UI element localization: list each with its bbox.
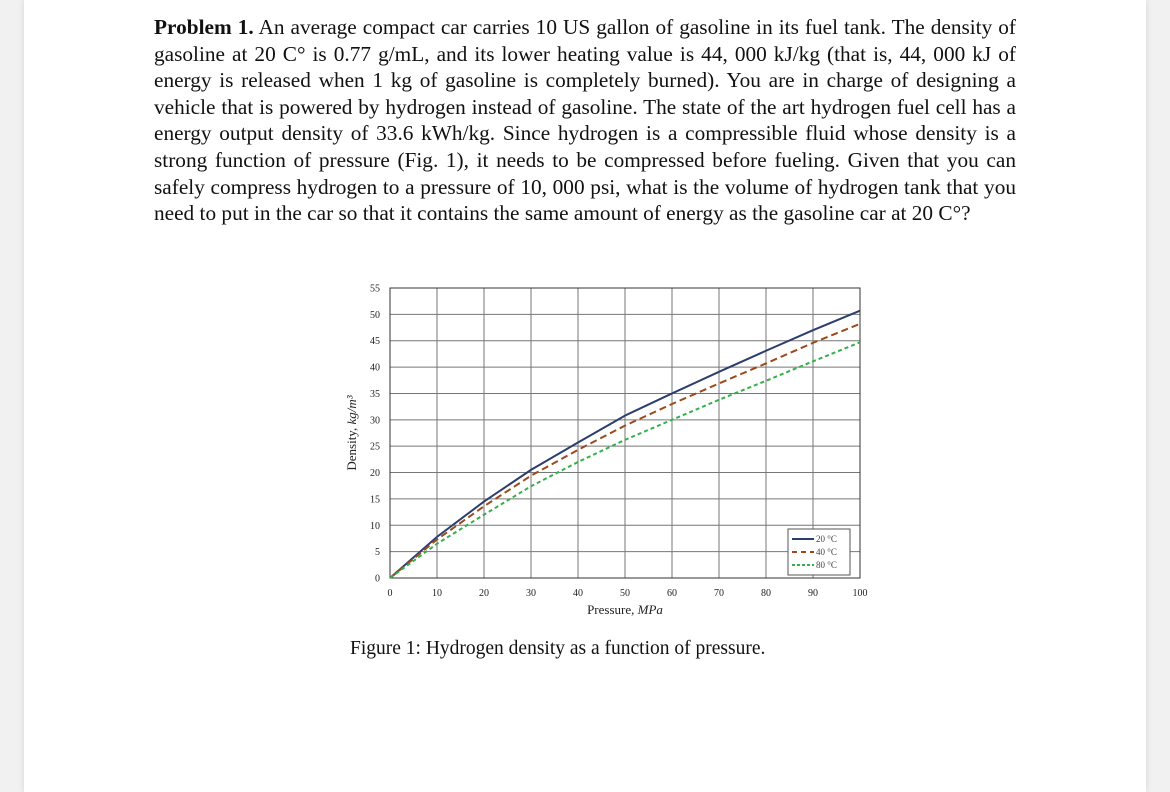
- x-tick-label: 30: [526, 588, 536, 599]
- y-tick-label: 0: [375, 573, 380, 585]
- y-tick-label: 45: [370, 336, 380, 348]
- y-tick-label: 40: [370, 362, 380, 374]
- y-tick-label: 10: [370, 520, 380, 532]
- y-tick-label: 55: [370, 283, 380, 295]
- x-tick-label: 90: [808, 588, 818, 599]
- legend-label: 20 °C: [816, 534, 837, 544]
- y-tick-label: 5: [375, 547, 380, 559]
- y-tick-label: 15: [370, 494, 380, 506]
- problem-heading: Problem 1.: [154, 15, 254, 39]
- legend-label: 40 °C: [816, 547, 837, 557]
- document-page: [24, 0, 1146, 792]
- y-tick-label: 20: [370, 468, 380, 480]
- x-tick-label: 10: [432, 588, 442, 599]
- y-tick-label: 30: [370, 415, 380, 427]
- x-tick-label: 50: [620, 588, 630, 599]
- x-tick-label: 40: [573, 588, 583, 599]
- y-axis-label: Density, kg/m³: [344, 395, 359, 471]
- problem-body: An average compact car carries 10 US gallon of gasoline in its fuel tank. The density of gasoline at 20 C° is 0.77 g/mL, and its lower heating value is 44, 000 kJ/kg (that is, 44, 000 kJ of energy is released when 1 kg of gasoline is completely burned). You are in charge of designing a vehicle that is powered by hydrogen instead of gasoline. The state of the art hydrogen fuel cell has a energy output density of 33.6 kWh/kg. Since hydrogen is a compressible fluid whose density is a strong function of pressure (Fig. 1), it needs to be compressed before fueling. Given that you can safely compress hydrogen to a pressure of 10, 000 psi, what is the volume of hydrogen tank that you need to put in the car so that it contains the same amount of energy as the gasoline car at 20 C°?: [154, 15, 1016, 226]
- x-axis-label: Pressure, MPa: [587, 602, 663, 617]
- x-tick-label: 0: [387, 588, 393, 599]
- y-tick-label: 50: [370, 309, 380, 321]
- problem-statement: [154, 14, 1016, 227]
- x-tick-label: 100: [852, 588, 868, 599]
- density-figure: [324, 278, 884, 624]
- x-tick-label: 60: [667, 588, 677, 599]
- x-tick-label: 20: [479, 588, 489, 599]
- legend-label: 80 °C: [816, 560, 837, 570]
- y-tick-label: 35: [370, 388, 380, 400]
- y-tick-label: 25: [370, 441, 380, 453]
- x-tick-label: 70: [714, 588, 724, 599]
- density-chart: [324, 278, 884, 624]
- x-tick-label: 80: [761, 588, 771, 599]
- figure-caption: Figure 1: Hydrogen density as a function of pressure.: [350, 638, 766, 659]
